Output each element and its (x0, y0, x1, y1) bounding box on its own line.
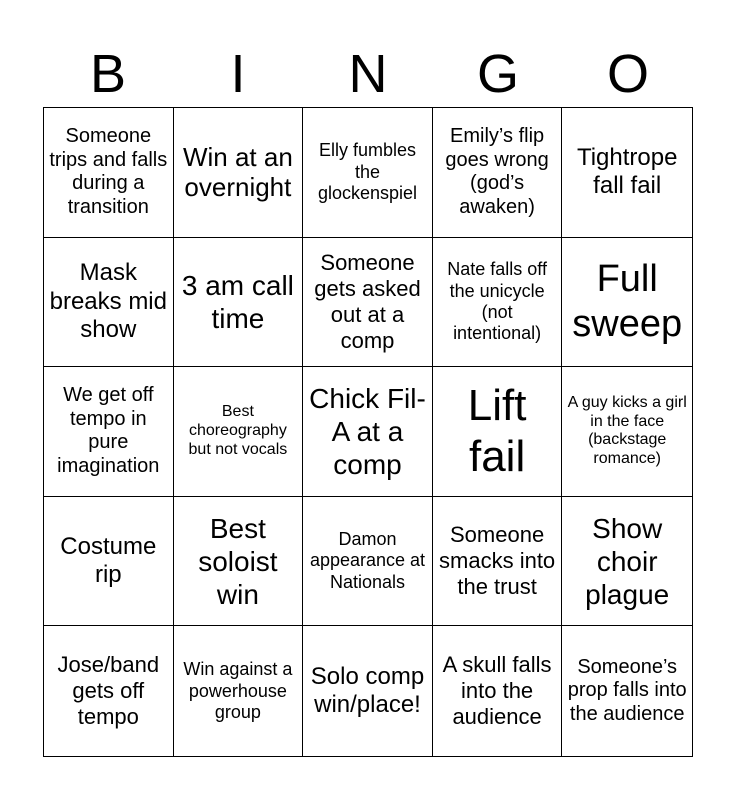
bingo-cell[interactable]: Costume rip (44, 497, 174, 627)
bingo-header (43, 40, 693, 108)
bingo-cell[interactable]: Best choreography but not vocals (174, 367, 304, 497)
bingo-cell[interactable]: Win against a powerhouse group (174, 626, 304, 756)
header-letter-o: O (606, 44, 649, 104)
header-letter-n: N (348, 44, 388, 104)
bingo-cell[interactable]: Mask breaks mid show (44, 238, 174, 368)
bingo-cell[interactable]: Chick Fil-A at a comp (303, 367, 433, 497)
bingo-cell[interactable]: Show choir plague (562, 497, 692, 627)
header-letter-b: B (89, 44, 127, 104)
bingo-board (43, 107, 693, 757)
bingo-cell[interactable]: Someone trips and falls during a transition (44, 108, 174, 238)
bingo-cell[interactable]: Someone gets asked out at a comp (303, 238, 433, 368)
bingo-cell[interactable]: Elly fumbles the glockenspiel (303, 108, 433, 238)
header-letter-g: G (476, 44, 519, 104)
bingo-cell[interactable]: Jose/band gets off tempo (44, 626, 174, 756)
bingo-cell[interactable]: Nate falls off the unicycle (not intentional) (433, 238, 563, 368)
bingo-cell[interactable]: Damon appearance at Nationals (303, 497, 433, 627)
bingo-cell[interactable]: Full sweep (562, 238, 692, 368)
bingo-cell[interactable]: Someone smacks into the trust (433, 497, 563, 627)
bingo-cell[interactable]: Lift fail (433, 367, 563, 497)
bingo-cell[interactable]: We get off tempo in pure imagination (44, 367, 174, 497)
bingo-cell[interactable]: A skull falls into the audience (433, 626, 563, 756)
bingo-cell[interactable]: Emily’s flip goes wrong (god’s awaken) (433, 108, 563, 238)
bingo-cell[interactable]: A guy kicks a girl in the face (backstage romance) (562, 367, 692, 497)
bingo-cell[interactable]: Someone’s prop falls into the audience (567, 655, 687, 725)
bingo-cell[interactable]: Best soloist win (174, 497, 304, 627)
bingo-cell[interactable]: Tightrope fall fail (562, 108, 692, 238)
bingo-cell[interactable]: Solo comp win/place! (303, 626, 433, 756)
bingo-cell[interactable]: Win at an overnight (174, 108, 304, 238)
header-letter-i: I (230, 44, 246, 104)
bingo-cell[interactable]: 3 am call time (174, 238, 304, 368)
